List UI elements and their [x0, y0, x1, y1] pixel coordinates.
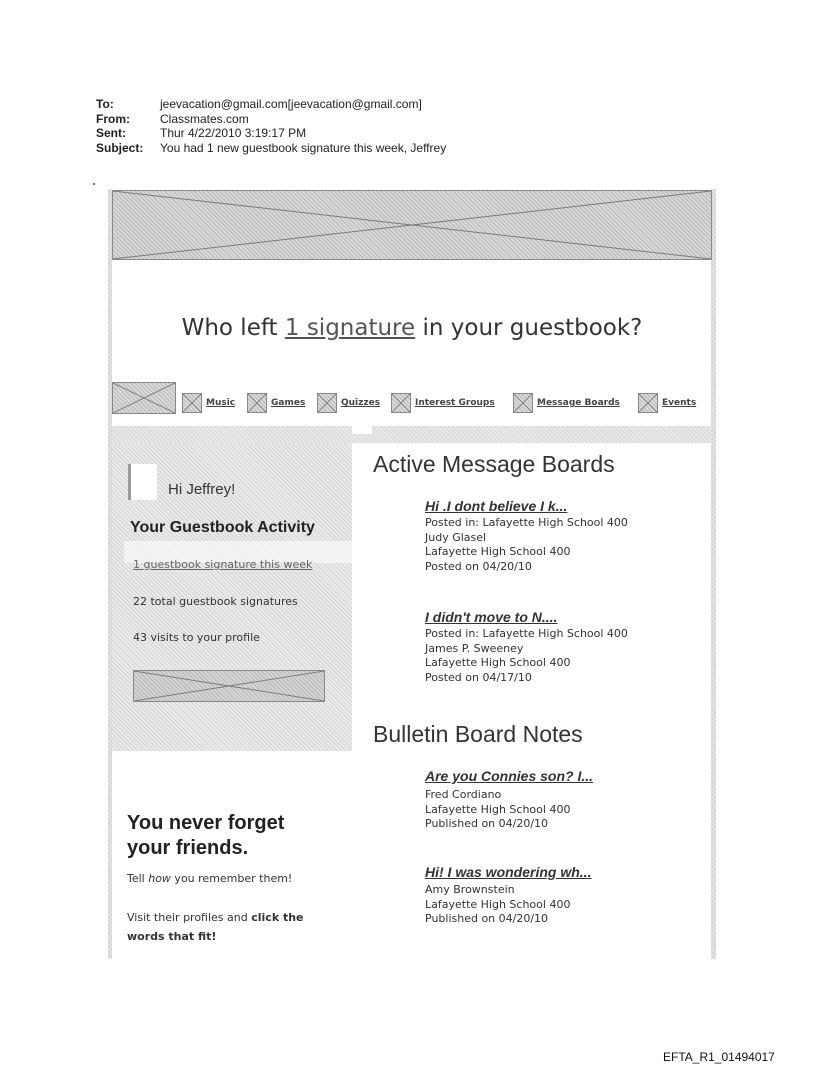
stray-dot	[93, 183, 95, 185]
greeting: Hi Jeffrey!	[168, 481, 236, 498]
logo-image-placeholder[interactable]	[112, 382, 176, 414]
nav-item-message-boards[interactable]	[513, 393, 620, 413]
sent-value: Thur 4/22/2010 3:19:17 PM	[160, 126, 307, 140]
to-label: To:	[96, 97, 114, 111]
post-1-school: Lafayette High School 400	[425, 545, 571, 558]
from-label: From:	[96, 111, 130, 126]
nav-item-games[interactable]	[247, 393, 305, 413]
promo-line-2-pre: Visit their profiles and	[127, 911, 252, 924]
section-divider	[112, 426, 712, 443]
headline-suffix: in your guestbook?	[415, 315, 643, 341]
games-icon	[247, 393, 267, 413]
promo-line-1-post: you remember them!	[170, 872, 293, 885]
promo-line-1-em: how	[148, 872, 171, 885]
stat-weekly-signatures-link[interactable]: 1 guestbook signature this week	[133, 558, 313, 571]
promo-title	[127, 811, 284, 861]
nav-item-interest-groups[interactable]	[391, 393, 495, 413]
promo-line-2	[127, 908, 304, 946]
document-id: EFTA_R1_01494017	[663, 1050, 775, 1064]
nav-item-music[interactable]	[182, 393, 235, 413]
note-1-author: Fred Cordiano	[425, 788, 502, 801]
nav-item-quizzes[interactable]	[317, 393, 380, 413]
bulletin-note-title-1[interactable]: Are you Connies son? I...	[425, 768, 594, 784]
promo-line-1-pre: Tell	[127, 872, 149, 885]
promo-line-2-bold-b: words that fit!	[127, 930, 217, 943]
activity-title: Your Guestbook Activity	[130, 519, 315, 536]
note-2-date: Published on 04/20/10	[425, 912, 549, 925]
page-headline	[112, 315, 712, 341]
nav-link-music[interactable]: Music	[206, 398, 236, 408]
sent-row	[96, 126, 446, 141]
signature-link[interactable]: 1 signature	[284, 315, 416, 341]
nav-link-message-boards[interactable]: Message Boards	[537, 398, 620, 408]
subject-label: Subject:	[96, 140, 144, 155]
post-2-school: Lafayette High School 400	[425, 656, 571, 669]
banner-image-placeholder	[112, 190, 712, 260]
post-1-date: Posted on 04/20/10	[425, 559, 532, 573]
promo-line-1	[127, 869, 292, 888]
post-2-author: James P. Sweeney	[425, 641, 524, 655]
nav-link-quizzes[interactable]: Quizzes	[341, 398, 381, 408]
promo-line-2-bold-a: click the	[251, 911, 304, 924]
message-post-title-1[interactable]: Hi .I dont believe I k...	[425, 498, 568, 514]
stat-total-signatures: 22 total guestbook signatures	[133, 595, 298, 608]
music-icon	[182, 393, 202, 413]
interest-groups-icon	[391, 393, 411, 413]
post-2-date: Posted on 04/17/10	[425, 670, 532, 684]
divider-gap	[352, 426, 372, 434]
to-value: jeevacation@gmail.com[jeevacation@gmail.com]	[160, 97, 422, 111]
nav-item-events[interactable]	[638, 393, 696, 413]
bulletin-note-meta-1	[425, 788, 570, 832]
email-header	[96, 97, 446, 155]
broken-image-icon	[134, 671, 324, 701]
note-2-school: Lafayette High School 400	[425, 897, 571, 911]
bulletin-title: Bulletin Board Notes	[373, 721, 583, 747]
bulletin-note-title-2[interactable]: Hi! I was wondering wh...	[425, 864, 592, 880]
note-2-author: Amy Brownstein	[425, 883, 515, 896]
subject-value: You had 1 new guestbook signature this week, Jeffrey	[160, 140, 447, 155]
promo-title-line-2: your friends.	[127, 837, 249, 859]
bulletin-note-meta-2	[425, 883, 570, 927]
nav-link-games[interactable]: Games	[271, 398, 306, 408]
sidebar-button-placeholder[interactable]	[133, 670, 325, 702]
sent-label: Sent:	[96, 126, 126, 140]
message-boards-title: Active Message Boards	[373, 451, 615, 477]
profile-photo-placeholder	[128, 464, 157, 500]
message-post-meta-2	[425, 627, 628, 685]
message-boards-icon	[513, 393, 533, 413]
quizzes-icon	[317, 393, 337, 413]
broken-image-icon	[113, 383, 175, 413]
events-icon	[638, 393, 658, 413]
nav-link-interest-groups[interactable]: Interest Groups	[415, 398, 495, 408]
subject-row	[96, 141, 446, 156]
post-1-author: Judy Glasel	[425, 530, 487, 544]
headline-prefix: Who left	[181, 315, 285, 341]
from-row	[96, 112, 446, 127]
note-1-date: Published on 04/20/10	[425, 817, 549, 830]
nav-link-events[interactable]: Events	[662, 398, 697, 408]
from-value: Classmates.com	[160, 111, 249, 126]
to-row	[96, 97, 446, 112]
stat-profile-visits: 43 visits to your profile	[133, 631, 260, 644]
message-post-meta-1	[425, 516, 628, 574]
note-1-school: Lafayette High School 400	[425, 802, 571, 816]
message-post-title-2[interactable]: I didn't move to N....	[425, 609, 558, 625]
post-1-location: Posted in: Lafayette High School 400	[425, 516, 628, 529]
promo-title-line-1: You never forget	[127, 812, 285, 834]
broken-image-icon	[113, 191, 711, 259]
post-2-location: Posted in: Lafayette High School 400	[425, 627, 628, 640]
